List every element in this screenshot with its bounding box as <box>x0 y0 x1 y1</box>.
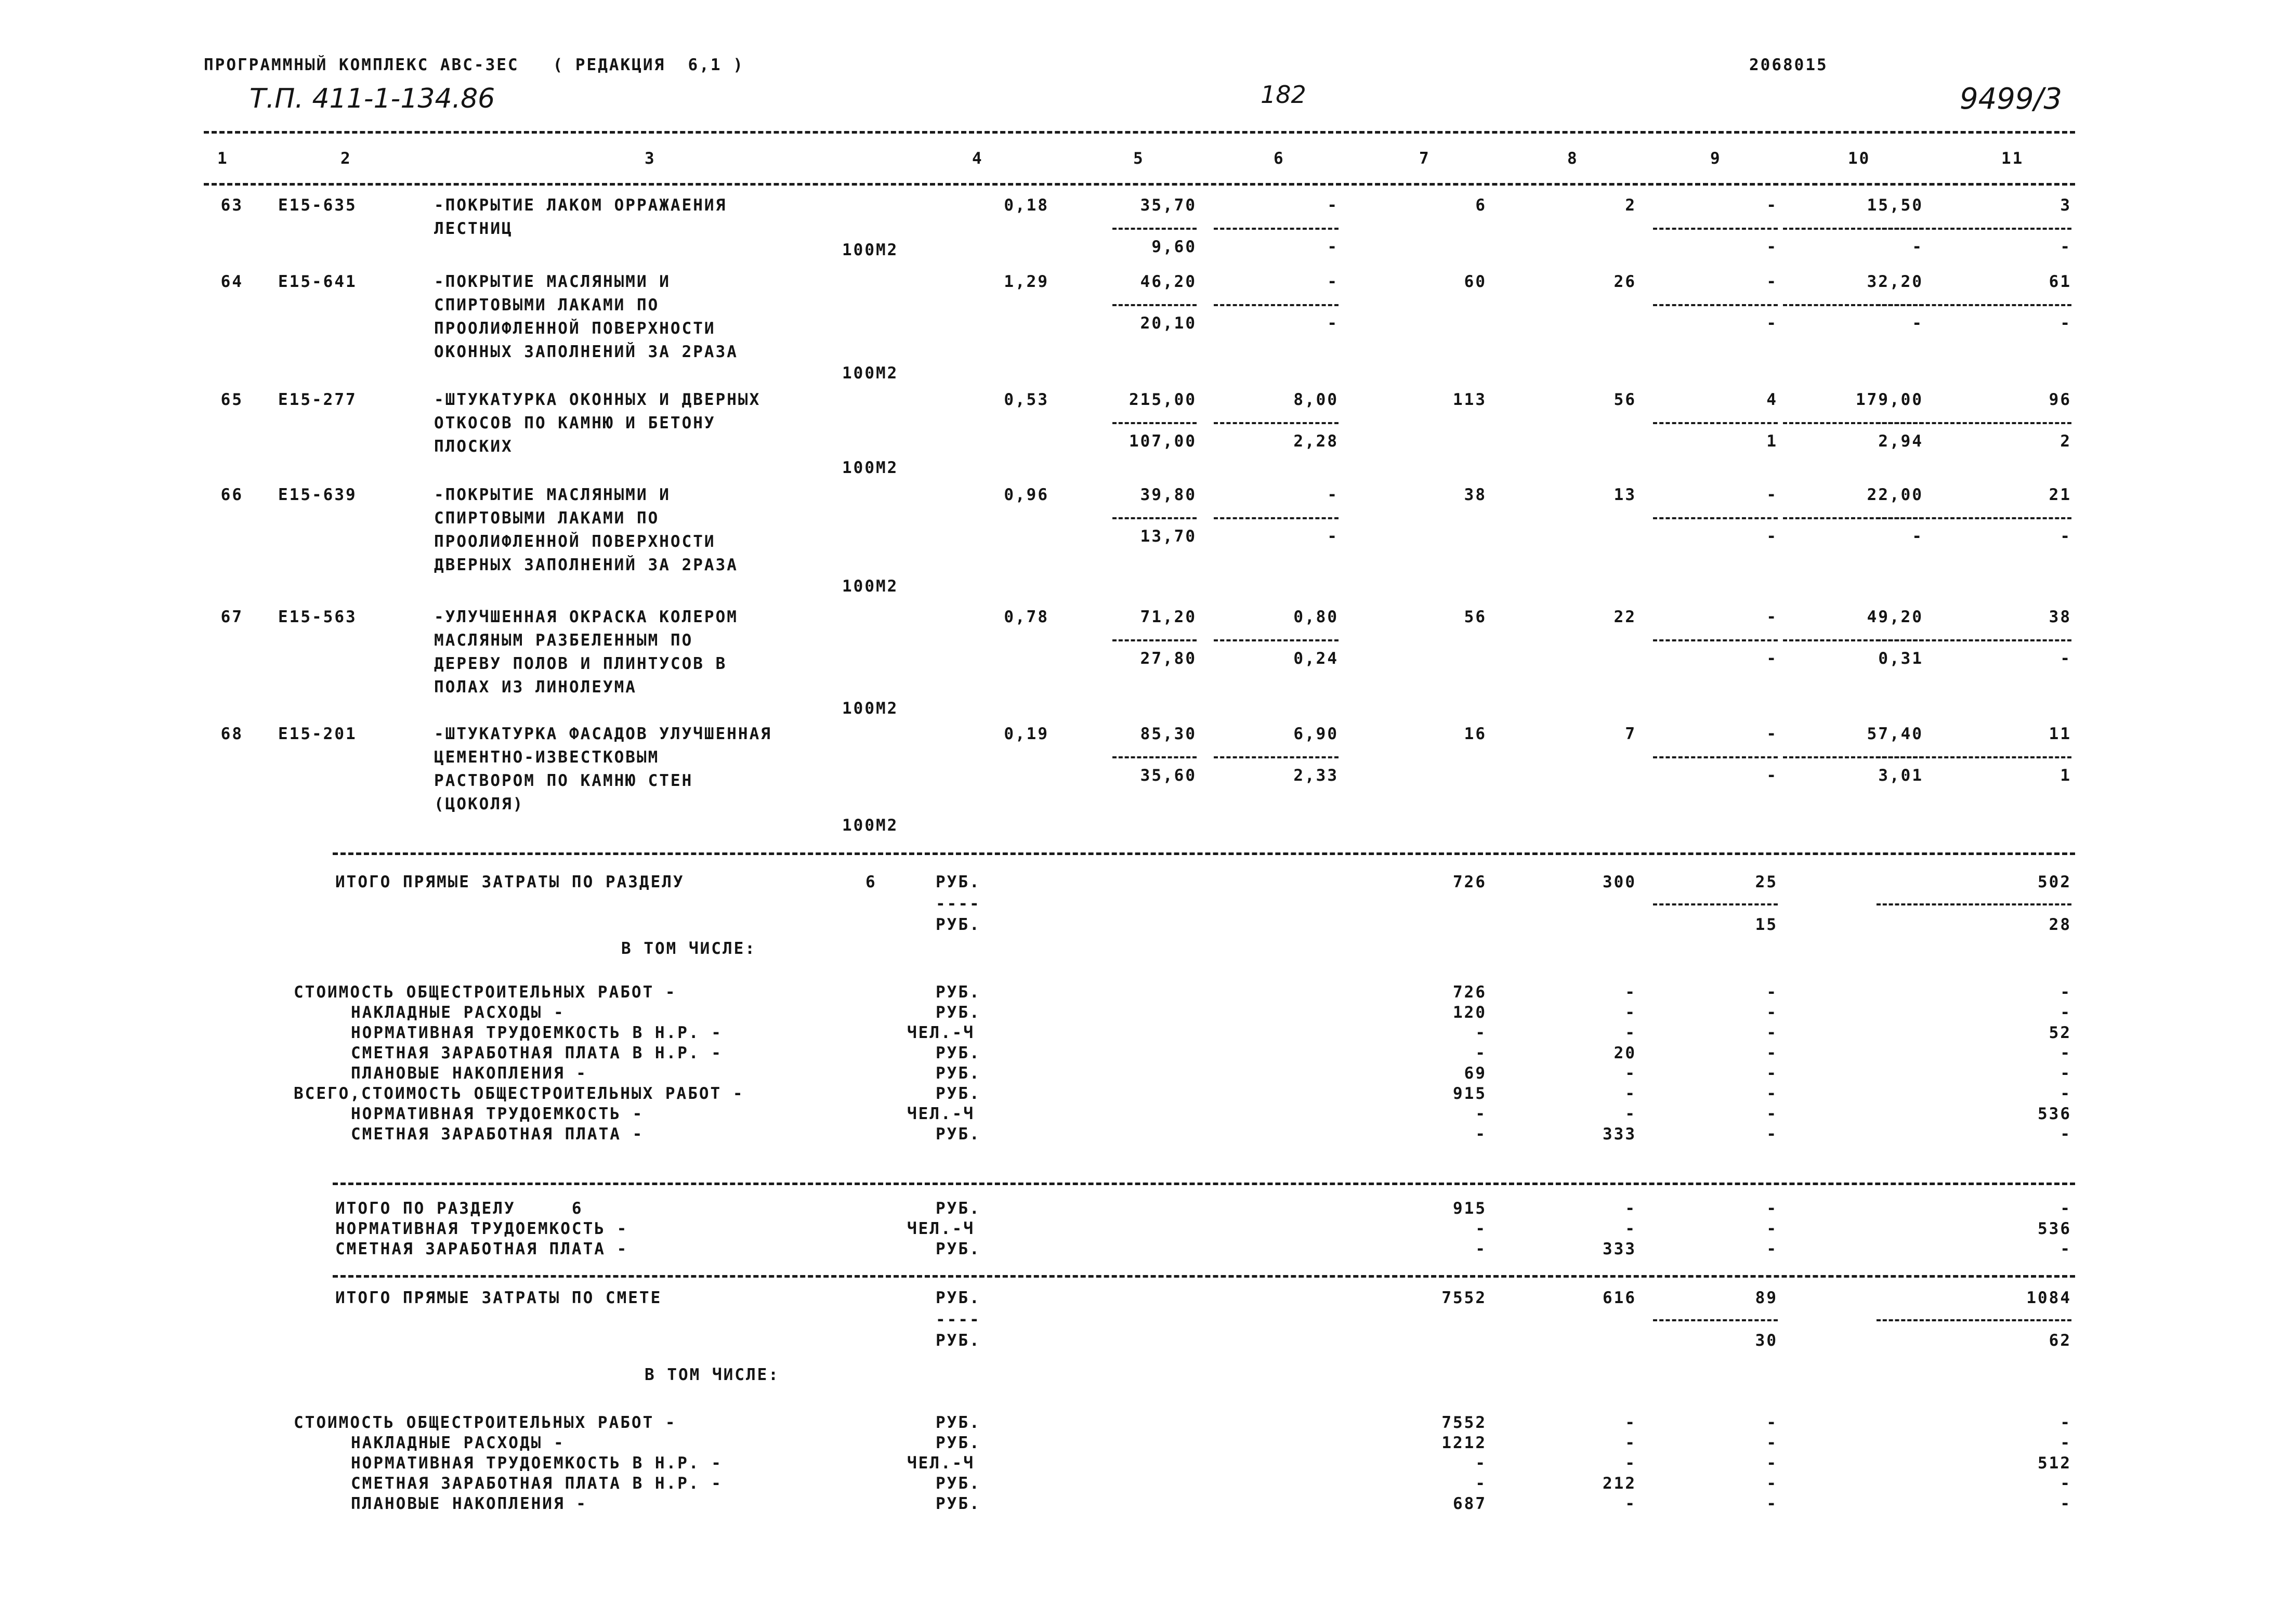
unit-cost-wages: 20,10 <box>1140 314 1197 333</box>
section-breakdown-machines: - <box>1766 1064 1778 1083</box>
total-wages: 26 <box>1613 272 1636 291</box>
column-number-10: 10 <box>1848 149 1871 168</box>
total-divider <box>1877 228 2071 230</box>
section-breakdown-machines: - <box>1766 983 1778 1002</box>
item-code: Е15-201 <box>278 725 357 743</box>
estimate-breakdown-unit: РУБ. <box>936 1494 981 1513</box>
labor-operator-per-unit: 2,94 <box>1878 432 1923 451</box>
estimate-breakdown-unit: ЧЕЛ.-Ч <box>907 1454 975 1473</box>
unit-cost-machines: 6,90 <box>1293 725 1339 743</box>
estimate-breakdown-label: СТОИМОСТЬ ОБЩЕСТРОИТЕЛЬНЫХ РАБОТ - <box>294 1413 677 1432</box>
section-breakdown-wages: 20 <box>1613 1044 1636 1062</box>
section-summary-label: ИТОГО ПО РАЗДЕЛУ 6 <box>335 1199 583 1218</box>
estimate-total-cost: 7552 <box>1441 1289 1487 1307</box>
section-breakdown-cost: 69 <box>1464 1064 1487 1083</box>
section-breakdown-unit: РУБ. <box>936 983 981 1002</box>
section-breakdown-label: СТОИМОСТЬ ОБЩЕСТРОИТЕЛЬНЫХ РАБОТ - <box>294 983 677 1002</box>
column-number-8: 8 <box>1567 149 1579 168</box>
estimate-total-divider <box>1653 1319 1778 1321</box>
cost-divider <box>1112 517 1197 519</box>
section-breakdown-machines: - <box>1766 1044 1778 1062</box>
item-description-line: -ПОКРЫТИЕ МАСЛЯНЫМИ И <box>434 272 671 291</box>
estimate-breakdown-unit: РУБ. <box>936 1413 981 1432</box>
labor-operator-total: 2 <box>2060 432 2071 451</box>
section-total-labor: 502 <box>2038 873 2071 891</box>
section-total-cost: 726 <box>1453 873 1487 891</box>
unit-cost-total: 35,70 <box>1140 196 1197 215</box>
unit-cost-total: 85,30 <box>1140 725 1197 743</box>
labor-operator-total: 1 <box>2060 766 2071 785</box>
item-description-line: -ПОКРЫТИЕ МАСЛЯНЫМИ И <box>434 485 671 504</box>
cost-divider <box>1112 304 1197 306</box>
total-machines: - <box>1766 196 1778 215</box>
item-description-line: ДВЕРНЫХ ЗАПОЛНЕНИЙ ЗА 2РАЗА <box>434 556 738 574</box>
section-breakdown-unit: РУБ. <box>936 1084 981 1103</box>
cost-divider <box>1112 422 1197 424</box>
total-divider <box>1877 422 2071 424</box>
estimate-breakdown-label: НОРМАТИВНАЯ ТРУДОЕМКОСТЬ В Н.Р. - <box>351 1454 723 1473</box>
unit-cost-operator-wages: - <box>1327 527 1339 546</box>
estimate-total-unit: РУБ. <box>936 1289 981 1307</box>
item-description-line: ЛЕСТНИЦ <box>434 219 513 238</box>
section-breakdown-unit: ЧЕЛ.-Ч <box>907 1105 975 1123</box>
project-code: Т.П. 411-1-134.86 <box>250 83 495 114</box>
item-description-line: ОТКОСОВ ПО КАМНЮ И БЕТОНУ <box>434 414 716 432</box>
total-cost: 16 <box>1464 725 1487 743</box>
labor-operator-total: - <box>2060 527 2071 546</box>
item-description-line: ПРООЛИФЛЕННОЙ ПОВЕРХНОСТИ <box>434 319 716 338</box>
section-summary-machines: - <box>1766 1199 1778 1218</box>
section-breakdown-cost: 120 <box>1453 1003 1487 1022</box>
section-summary-label: НОРМАТИВНАЯ ТРУДОЕМКОСТЬ - <box>335 1219 628 1238</box>
item-unit: 100М2 <box>842 699 899 718</box>
section-breakdown-wages: - <box>1625 1003 1636 1022</box>
labor-per-unit: 179,00 <box>1856 390 1923 409</box>
section-breakdown-unit: РУБ. <box>936 1125 981 1144</box>
estimate-total-label: ИТОГО ПРЯМЫЕ ЗАТРАТЫ ПО СМЕТЕ <box>335 1289 662 1307</box>
section-total-label: ИТОГО ПРЯМЫЕ ЗАТРАТЫ ПО РАЗДЕЛУ <box>335 873 685 891</box>
section-breakdown-machines: - <box>1766 1003 1778 1022</box>
estimate-total-wages: 616 <box>1603 1289 1636 1307</box>
section-summary-labor: 536 <box>2038 1219 2071 1238</box>
section-breakdown-label: НОРМАТИВНАЯ ТРУДОЕМКОСТЬ В Н.Р. - <box>351 1023 723 1042</box>
section-summary-labor: - <box>2060 1199 2071 1218</box>
item-quantity: 0,19 <box>1004 725 1049 743</box>
estimate-breakdown-unit: РУБ. <box>936 1474 981 1493</box>
estimate-breakdown-machines: - <box>1766 1413 1778 1432</box>
total-divider <box>1653 639 1778 641</box>
estimate-breakdown-cost: - <box>1475 1474 1487 1493</box>
section-breakdown-label: СМЕТНАЯ ЗАРАБОТНАЯ ПЛАТА В Н.Р. - <box>351 1044 723 1062</box>
item-description-line: ДЕРЕВУ ПОЛОВ И ПЛИНТУСОВ В <box>434 654 727 673</box>
labor-operator-total: - <box>2060 238 2071 256</box>
column-number-5: 5 <box>1133 149 1145 168</box>
labor-per-unit: 57,40 <box>1867 725 1923 743</box>
section-breakdown-machines: - <box>1766 1023 1778 1042</box>
section-total-machines: 25 <box>1755 873 1778 891</box>
estimate-breakdown-label: ПЛАНОВЫЕ НАКОПЛЕНИЯ - <box>351 1494 587 1513</box>
total-cost: 38 <box>1464 485 1487 504</box>
column-number-11: 11 <box>2001 149 2024 168</box>
total-machines: - <box>1766 608 1778 626</box>
item-description-line: (ЦОКОЛЯ) <box>434 795 524 813</box>
section-breakdown-cost: 726 <box>1453 983 1487 1002</box>
unit-cost-wages: 35,60 <box>1140 766 1197 785</box>
unit-cost-wages: 9,60 <box>1151 238 1197 256</box>
labor-operator-per-unit: - <box>1912 527 1923 546</box>
item-quantity: 1,29 <box>1004 272 1049 291</box>
total-divider <box>1877 639 2071 641</box>
section-summary-labor: - <box>2060 1240 2071 1258</box>
section-summary-machines: - <box>1766 1240 1778 1258</box>
section-summary-label: СМЕТНАЯ ЗАРАБОТНАЯ ПЛАТА - <box>335 1240 628 1258</box>
labor-operator-per-unit: 3,01 <box>1878 766 1923 785</box>
section-summary-unit: РУБ. <box>936 1199 981 1218</box>
estimate-total-labor: 1084 <box>2026 1289 2071 1307</box>
estimate-total-rule <box>333 1275 2075 1278</box>
cost-divider <box>1214 228 1339 230</box>
unit-cost-machines: - <box>1327 272 1339 291</box>
section-summary-cost: - <box>1475 1240 1487 1258</box>
item-unit: 100М2 <box>842 364 899 383</box>
section-total-divider <box>1653 903 1778 905</box>
section-summary-unit: РУБ. <box>936 1240 981 1258</box>
section-summary-cost: - <box>1475 1219 1487 1238</box>
column-number-6: 6 <box>1274 149 1285 168</box>
estimate-breakdown-cost: 7552 <box>1441 1413 1487 1432</box>
section-breakdown-unit: РУБ. <box>936 1044 981 1062</box>
section-breakdown-label: ПЛАНОВЫЕ НАКОПЛЕНИЯ - <box>351 1064 587 1083</box>
unit-cost-operator-wages: 0,24 <box>1293 649 1339 668</box>
section-breakdown-cost: - <box>1475 1125 1487 1144</box>
total-divider <box>1653 228 1778 230</box>
estimate-breakdown-label: НАКЛАДНЫЕ РАСХОДЫ - <box>351 1434 565 1452</box>
item-quantity: 0,96 <box>1004 485 1049 504</box>
item-description-line: СПИРТОВЫМИ ЛАКАМИ ПО <box>434 296 660 314</box>
estimate-breakdown-machines: - <box>1766 1454 1778 1473</box>
estimate-total-unit-2: РУБ. <box>936 1331 981 1350</box>
item-number: 68 <box>220 725 243 743</box>
unit-cost-total: 39,80 <box>1140 485 1197 504</box>
section-breakdown-unit: РУБ. <box>936 1064 981 1083</box>
column-number-9: 9 <box>1710 149 1722 168</box>
total-cost: 56 <box>1464 608 1487 626</box>
total-divider <box>1877 756 2071 758</box>
unit-cost-total: 46,20 <box>1140 272 1197 291</box>
section-breakdown-labor: 536 <box>2038 1105 2071 1123</box>
item-description-line: ПЛОСКИХ <box>434 437 513 456</box>
item-description-line: -ПОКРЫТИЕ ЛАКОМ ОРРАЖАЕНИЯ <box>434 196 727 215</box>
section-breakdown-machines: - <box>1766 1105 1778 1123</box>
unit-cost-machines: 8,00 <box>1293 390 1339 409</box>
total-machines: - <box>1766 272 1778 291</box>
section-breakdown-cost: - <box>1475 1105 1487 1123</box>
estimate-breakdown-machines: - <box>1766 1494 1778 1513</box>
section-breakdown-labor: - <box>2060 1064 2071 1083</box>
total-operator-wages: - <box>1766 314 1778 333</box>
estimate-breakdown-wages: - <box>1625 1494 1636 1513</box>
unit-cost-wages: 27,80 <box>1140 649 1197 668</box>
estimate-breakdown-unit: РУБ. <box>936 1434 981 1452</box>
estimate-total-labor-operator: 62 <box>2049 1331 2071 1350</box>
item-description-line: ПОЛАХ ИЗ ЛИНОЛЕУМА <box>434 678 637 697</box>
section-breakdown-labor: - <box>2060 1125 2071 1144</box>
section-total-divider <box>1877 903 2071 905</box>
section-breakdown-unit: РУБ. <box>936 1003 981 1022</box>
labor-total: 11 <box>2049 725 2071 743</box>
item-description-line: ОКОННЫХ ЗАПОЛНЕНИЙ ЗА 2РАЗА <box>434 343 738 361</box>
estimate-total-unit-divider: ---- <box>936 1310 981 1329</box>
total-cost: 113 <box>1453 390 1487 409</box>
including-label: В ТОМ ЧИСЛЕ: <box>621 939 756 958</box>
section-breakdown-unit: ЧЕЛ.-Ч <box>907 1023 975 1042</box>
unit-cost-machines: - <box>1327 196 1339 215</box>
section-breakdown-labor: - <box>2060 1044 2071 1062</box>
section-breakdown-wages: - <box>1625 983 1636 1002</box>
labor-per-unit: 32,20 <box>1867 272 1923 291</box>
total-operator-wages: - <box>1766 238 1778 256</box>
section-summary-wages: - <box>1625 1219 1636 1238</box>
total-wages: 2 <box>1625 196 1636 215</box>
item-description-line: РАСТВОРОМ ПО КАМНЮ СТЕН <box>434 771 693 790</box>
section-breakdown-labor: - <box>2060 1084 2071 1103</box>
estimate-breakdown-machines: - <box>1766 1474 1778 1493</box>
item-quantity: 0,78 <box>1004 608 1049 626</box>
unit-cost-wages: 107,00 <box>1129 432 1197 451</box>
item-number: 65 <box>220 390 243 409</box>
column-number-4: 4 <box>972 149 983 168</box>
labor-per-unit: 49,20 <box>1867 608 1923 626</box>
column-number-3: 3 <box>645 149 656 168</box>
cost-divider <box>1214 304 1339 306</box>
item-description-line: ПРООЛИФЛЕННОЙ ПОВЕРХНОСТИ <box>434 532 716 551</box>
item-number: 67 <box>220 608 243 626</box>
cost-divider <box>1112 639 1197 641</box>
section-breakdown-wages: - <box>1625 1064 1636 1083</box>
column-number-2: 2 <box>340 149 352 168</box>
total-divider <box>1653 756 1778 758</box>
column-number-7: 7 <box>1419 149 1431 168</box>
section-breakdown-wages: - <box>1625 1084 1636 1103</box>
unit-cost-total: 215,00 <box>1129 390 1197 409</box>
section-breakdown-machines: - <box>1766 1084 1778 1103</box>
unit-cost-operator-wages: - <box>1327 314 1339 333</box>
labor-total: 21 <box>2049 485 2071 504</box>
section-breakdown-labor: - <box>2060 983 2071 1002</box>
estimate-breakdown-cost: - <box>1475 1454 1487 1473</box>
section-summary-rule <box>333 1183 2075 1185</box>
labor-total: 38 <box>2049 608 2071 626</box>
cost-divider <box>1112 228 1197 230</box>
total-operator-wages: 1 <box>1766 432 1778 451</box>
item-code: Е15-635 <box>278 196 357 215</box>
total-wages: 7 <box>1625 725 1636 743</box>
section-summary-machines: - <box>1766 1219 1778 1238</box>
estimate-breakdown-labor: 512 <box>2038 1454 2071 1473</box>
total-divider <box>1653 304 1778 306</box>
labor-total: 3 <box>2060 196 2071 215</box>
item-unit: 100М2 <box>842 577 899 596</box>
estimate-breakdown-cost: 687 <box>1453 1494 1487 1513</box>
section-breakdown-cost: - <box>1475 1023 1487 1042</box>
total-operator-wages: - <box>1766 527 1778 546</box>
unit-cost-operator-wages: 2,28 <box>1293 432 1339 451</box>
unit-cost-operator-wages: - <box>1327 238 1339 256</box>
cost-divider <box>1214 517 1339 519</box>
program-title: ПРОГРАММНЫЙ КОМПЛЕКС АВС-3ЕС ( РЕДАКЦИЯ 6,1 ) <box>204 56 744 74</box>
labor-operator-per-unit: - <box>1912 238 1923 256</box>
total-divider <box>1653 517 1778 519</box>
total-wages: 56 <box>1613 390 1636 409</box>
labor-total: 96 <box>2049 390 2071 409</box>
item-unit: 100М2 <box>842 241 899 259</box>
including-label: В ТОМ ЧИСЛЕ: <box>645 1365 780 1384</box>
item-number: 66 <box>220 485 243 504</box>
estimate-breakdown-wages: 212 <box>1603 1474 1636 1493</box>
section-breakdown-machines: - <box>1766 1125 1778 1144</box>
section-total-wages: 300 <box>1603 873 1636 891</box>
section-breakdown-label: СМЕТНАЯ ЗАРАБОТНАЯ ПЛАТА - <box>351 1125 644 1144</box>
section-breakdown-label: НАКЛАДНЫЕ РАСХОДЫ - <box>351 1003 565 1022</box>
item-description-line: -УЛУЧШЕННАЯ ОКРАСКА КОЛЕРОМ <box>434 608 738 626</box>
estimate-breakdown-labor: - <box>2060 1434 2071 1452</box>
unit-cost-total: 71,20 <box>1140 608 1197 626</box>
item-unit: 100М2 <box>842 458 899 477</box>
total-divider <box>1653 422 1778 424</box>
total-wages: 13 <box>1613 485 1636 504</box>
header-top-rule <box>204 131 2075 134</box>
item-code: Е15-641 <box>278 272 357 291</box>
item-quantity: 0,53 <box>1004 390 1049 409</box>
cost-divider <box>1214 639 1339 641</box>
total-machines: - <box>1766 725 1778 743</box>
section-breakdown-cost: - <box>1475 1044 1487 1062</box>
cost-divider <box>1214 756 1339 758</box>
estimate-breakdown-wages: - <box>1625 1454 1636 1473</box>
unit-cost-wages: 13,70 <box>1140 527 1197 546</box>
item-description-line: -ШТУКАТУРКА ФАСАДОВ УЛУЧШЕННАЯ <box>434 725 772 743</box>
section-total-unit-divider: ---- <box>936 895 981 913</box>
section-breakdown-cost: 915 <box>1453 1084 1487 1103</box>
item-number: 63 <box>220 196 243 215</box>
estimate-breakdown-label: СМЕТНАЯ ЗАРАБОТНАЯ ПЛАТА В Н.Р. - <box>351 1474 723 1493</box>
cost-divider <box>1214 422 1339 424</box>
estimate-breakdown-wages: - <box>1625 1413 1636 1432</box>
section-total-labor-operator: 28 <box>2049 915 2071 934</box>
column-number-1: 1 <box>217 149 229 168</box>
labor-operator-per-unit: 0,31 <box>1878 649 1923 668</box>
labor-operator-total: - <box>2060 314 2071 333</box>
item-quantity: 0,18 <box>1004 196 1049 215</box>
labor-per-unit: 22,00 <box>1867 485 1923 504</box>
total-operator-wages: - <box>1766 649 1778 668</box>
section-total-section: 6 <box>865 873 877 891</box>
total-operator-wages: - <box>1766 766 1778 785</box>
estimate-breakdown-labor: - <box>2060 1413 2071 1432</box>
total-cost: 60 <box>1464 272 1487 291</box>
item-code: Е15-563 <box>278 608 357 626</box>
section-summary-unit: ЧЕЛ.-Ч <box>907 1219 975 1238</box>
labor-operator-per-unit: - <box>1912 314 1923 333</box>
sheet-number: 9499/3 <box>1960 82 2063 116</box>
total-wages: 22 <box>1613 608 1636 626</box>
section-summary-wages: - <box>1625 1199 1636 1218</box>
unit-cost-operator-wages: 2,33 <box>1293 766 1339 785</box>
estimate-breakdown-labor: - <box>2060 1494 2071 1513</box>
cost-divider <box>1112 756 1197 758</box>
item-description-line: СПИРТОВЫМИ ЛАКАМИ ПО <box>434 509 660 528</box>
section-breakdown-labor: - <box>2060 1003 2071 1022</box>
item-description-line: -ШТУКАТУРКА ОКОННЫХ И ДВЕРНЫХ <box>434 390 761 409</box>
total-cost: 6 <box>1475 196 1487 215</box>
unit-cost-machines: 0,80 <box>1293 608 1339 626</box>
labor-per-unit: 15,50 <box>1867 196 1923 215</box>
page-number: 182 <box>1261 81 1306 109</box>
section-breakdown-wages: - <box>1625 1105 1636 1123</box>
item-code: Е15-639 <box>278 485 357 504</box>
total-machines: - <box>1766 485 1778 504</box>
labor-operator-total: - <box>2060 649 2071 668</box>
estimate-breakdown-wages: - <box>1625 1434 1636 1452</box>
section-total-rule <box>333 852 2075 855</box>
section-breakdown-wages: - <box>1625 1023 1636 1042</box>
total-machines: 4 <box>1766 390 1778 409</box>
estimate-total-machines: 89 <box>1755 1289 1778 1307</box>
total-divider <box>1877 304 2071 306</box>
section-total-operator-wages: 15 <box>1755 915 1778 934</box>
estimate-breakdown-machines: - <box>1766 1434 1778 1452</box>
section-breakdown-labor: 52 <box>2049 1023 2071 1042</box>
item-number: 64 <box>220 272 243 291</box>
item-description-line: ЦЕМЕНТНО-ИЗВЕСТКОВЫМ <box>434 748 660 767</box>
estimate-breakdown-labor: - <box>2060 1474 2071 1493</box>
header-bottom-rule <box>204 183 2075 186</box>
section-total-unit-2: РУБ. <box>936 915 981 934</box>
total-divider <box>1877 517 2071 519</box>
section-summary-cost: 915 <box>1453 1199 1487 1218</box>
item-unit: 100М2 <box>842 816 899 835</box>
section-summary-wages: 333 <box>1603 1240 1636 1258</box>
section-breakdown-label: НОРМАТИВНАЯ ТРУДОЕМКОСТЬ - <box>351 1105 644 1123</box>
section-breakdown-wages: 333 <box>1603 1125 1636 1144</box>
estimate-total-operator-wages: 30 <box>1755 1331 1778 1350</box>
section-total-unit: РУБ. <box>936 873 981 891</box>
estimate-total-divider <box>1877 1319 2071 1321</box>
document-number: 2068015 <box>1749 56 1828 74</box>
estimate-breakdown-cost: 1212 <box>1441 1434 1487 1452</box>
unit-cost-machines: - <box>1327 485 1339 504</box>
item-code: Е15-277 <box>278 390 357 409</box>
section-breakdown-label: ВСЕГО,СТОИМОСТЬ ОБЩЕСТРОИТЕЛЬНЫХ РАБОТ - <box>294 1084 744 1103</box>
item-description-line: МАСЛЯНЫМ РАЗБЕЛЕННЫМ ПО <box>434 631 693 650</box>
labor-total: 61 <box>2049 272 2071 291</box>
